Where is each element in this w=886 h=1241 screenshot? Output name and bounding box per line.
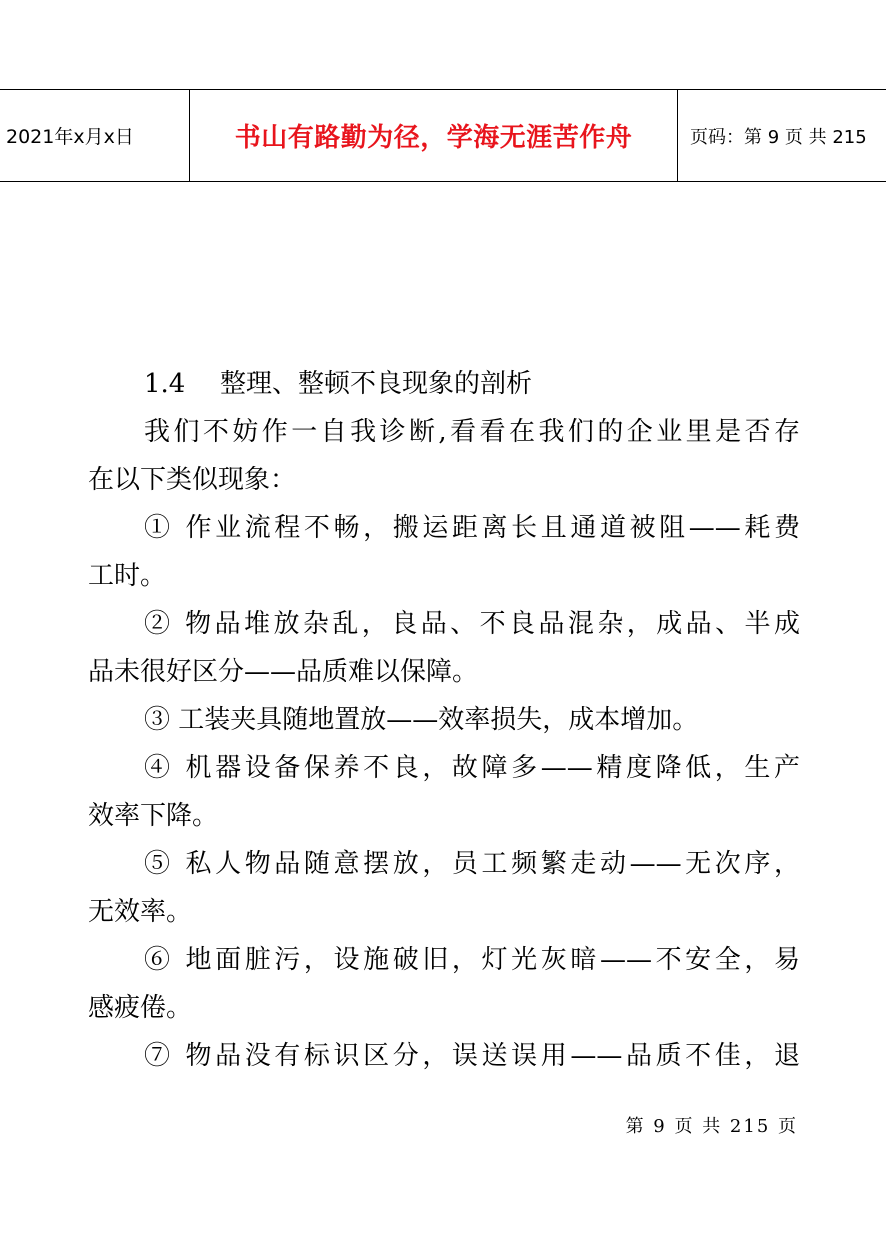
paragraph-line: 无效率。 bbox=[88, 897, 193, 927]
page-header bbox=[0, 89, 886, 182]
list-item bbox=[88, 744, 800, 840]
header-page-info: 页码：第 9 页 共 215 bbox=[690, 126, 867, 148]
list-item bbox=[88, 504, 800, 600]
header-motto: 书山有路勤为径，学海无涯苦作舟 bbox=[190, 90, 678, 181]
section-heading bbox=[88, 360, 800, 408]
section-number: 1.4 bbox=[144, 369, 186, 399]
paragraph-line: 工时。 bbox=[88, 561, 167, 591]
list-item bbox=[88, 840, 800, 936]
paragraph-line: ④ 机器设备保养不良，故障多——精度降低，生产 bbox=[144, 753, 800, 783]
paragraph-line: 品未很好区分——品质难以保障。 bbox=[88, 657, 479, 687]
document-body bbox=[88, 360, 800, 1080]
paragraph-line: ② 物品堆放杂乱，良品、不良品混杂，成品、半成 bbox=[144, 609, 800, 639]
intro-paragraph bbox=[88, 408, 800, 504]
list-item bbox=[88, 1032, 800, 1080]
header-date: 2021年x月x日 bbox=[0, 90, 190, 181]
list-item bbox=[88, 696, 800, 744]
paragraph-line: ③ 工装夹具随地置放——效率损失，成本增加。 bbox=[144, 705, 699, 735]
paragraph-line: 感疲倦。 bbox=[88, 993, 193, 1023]
paragraph-line: ① 作业流程不畅，搬运距离长且通道被阻——耗费 bbox=[144, 513, 800, 543]
paragraph-line: 我们不妨作一自我诊断,看看在我们的企业里是否存 bbox=[144, 417, 800, 447]
list-item bbox=[88, 936, 800, 1032]
page-footer: 第 9 页 共 215 页 bbox=[625, 1116, 798, 1137]
section-title: 整理、整顿不良现象的剖析 bbox=[220, 369, 533, 399]
paragraph-line: 效率下降。 bbox=[88, 801, 219, 831]
paragraph-line: ⑥ 地面脏污，设施破旧，灯光灰暗——不安全，易 bbox=[144, 945, 800, 975]
paragraph-line: 在以下类似现象： bbox=[88, 465, 297, 495]
list-item bbox=[88, 600, 800, 696]
paragraph-line: ⑤ 私人物品随意摆放，员工频繁走动——无次序， bbox=[144, 849, 800, 879]
paragraph-line: ⑦ 物品没有标识区分，误送误用——品质不佳，退 bbox=[144, 1041, 800, 1071]
